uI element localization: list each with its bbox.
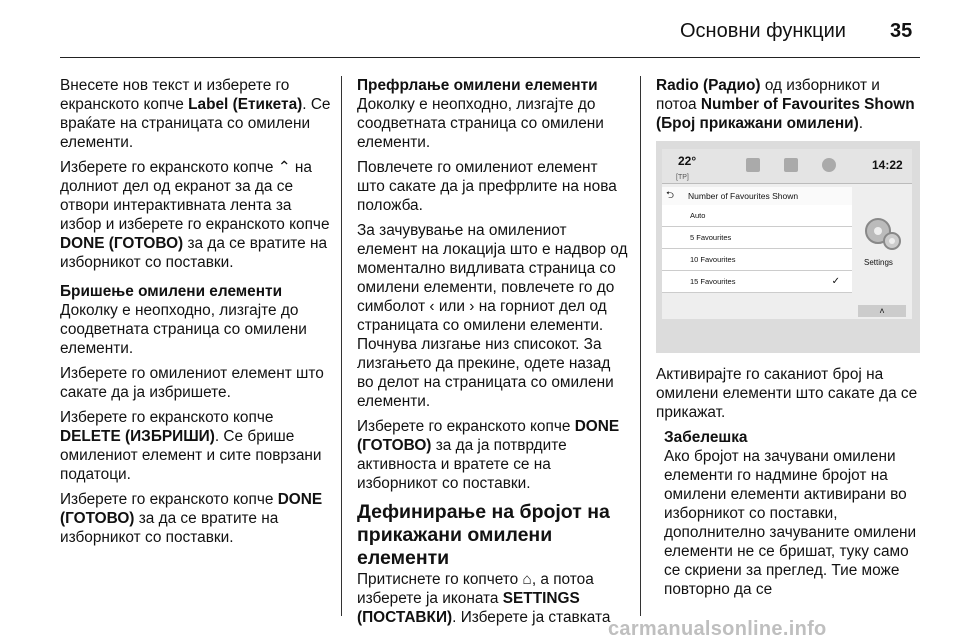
paragraph — [60, 490, 332, 547]
list-item[interactable] — [662, 249, 852, 271]
paragraph: Изберете го омилениот елемент што сакате да ја избришете. — [60, 365, 324, 401]
text: , а потоа изберете ја иконата — [357, 571, 594, 607]
text: . Изберете ја ставката — [452, 609, 611, 626]
list-item[interactable] — [662, 271, 852, 293]
status-bar — [662, 149, 912, 184]
infotainment-screenshot — [656, 141, 920, 353]
display-screen — [662, 149, 912, 319]
section-heading: Префрлање омилени елементи — [357, 77, 598, 94]
bold-text: Label (Етикета) — [188, 96, 303, 113]
phone-icon — [784, 158, 798, 172]
bold-text: Number of Favourites Shown (Број прикажани омилени) — [656, 96, 915, 132]
options-list — [662, 205, 852, 293]
globe-icon — [822, 158, 836, 172]
gear-icon[interactable] — [858, 211, 906, 259]
media-icon — [746, 158, 760, 172]
text: . Се брише омилениот елемент и сите поврзани податоци. — [60, 428, 322, 483]
paragraph: Доколку е неопходно, лизгајте до соодветната страница со омилени елементи. — [60, 302, 307, 357]
paragraph: Активирајте го саканиот број на омилени елементи што сакате да се прикажат. — [656, 366, 918, 421]
paragraph — [656, 76, 922, 133]
paragraph — [357, 570, 629, 627]
header-divider — [60, 57, 920, 58]
temperature: 22° — [678, 154, 697, 168]
text: за да ја потврдите активноста и вратете се на изборникот со поставки. — [357, 437, 567, 492]
paragraph — [357, 417, 629, 493]
clock: 14:22 — [872, 158, 903, 172]
back-arrow-icon[interactable]: ⮌ — [666, 190, 675, 201]
column-1 — [60, 76, 332, 553]
section-heading: Дефинирање на бројот на прикажани омилени елементи — [357, 501, 610, 569]
option-label: 10 Favourites — [690, 255, 736, 264]
paragraph — [60, 158, 332, 272]
text: . — [858, 115, 863, 132]
column-2 — [357, 76, 629, 633]
bold-text: DONE (ГОТОВО) — [60, 235, 184, 252]
text: . Се враќате на страницата со омилени елементи. — [60, 96, 331, 151]
column-divider — [640, 76, 641, 616]
text: Изберете го екранското копче — [60, 409, 274, 426]
text: на долниот дел од екранот за да се отвори интерактивната лента за избор и изберете го екранското копче — [60, 159, 330, 233]
list-item[interactable] — [662, 205, 852, 227]
option-label: Auto — [690, 211, 706, 220]
text: Притиснете го копчето — [357, 571, 523, 588]
scroll-down-button[interactable]: ˄ — [858, 305, 906, 317]
text: Изберете го екранското копче — [60, 159, 278, 176]
text: за да се вратите на изборникот со поставки. — [60, 235, 328, 271]
paragraph — [60, 408, 332, 484]
page-header-title: Основни функции — [680, 20, 846, 42]
option-label: 5 Favourites — [690, 233, 732, 242]
chevron-up-icon: ⌃ — [277, 159, 291, 176]
bold-text: DONE (ГОТОВО) — [60, 491, 323, 527]
text: Внесете нов текст и изберете го екранското копче — [60, 77, 290, 113]
column-divider — [341, 76, 342, 616]
tp-indicator: [TP] — [676, 174, 689, 181]
note-text: Ако бројот на зачувани омилени елементи го надмине бројот на омилени елементи активирани во изборникот со поставки, дополнително зачуваните омилени елементи не се бришат, туку само се скриени за преглед. Тие може повторно да се — [664, 448, 917, 598]
text: Изберете го екранското копче — [357, 418, 575, 435]
checkmark-icon: ✓ — [831, 276, 840, 287]
column-3 — [656, 76, 922, 599]
bold-text: Radio (Радио) — [656, 77, 761, 94]
home-icon: ⌂ — [522, 571, 532, 588]
list-title: Number of Favourites Shown — [688, 191, 799, 201]
bold-text: DELETE (ИЗБРИШИ) — [60, 428, 215, 445]
paragraph — [60, 76, 332, 152]
paragraph: Доколку е неопходно, лизгајте до соодветната страница со омилени елементи. — [357, 96, 604, 151]
list-item[interactable] — [662, 227, 852, 249]
page-number: 35 — [890, 20, 913, 42]
list-header — [662, 187, 852, 206]
bold-text: DONE (ГОТОВО) — [357, 418, 620, 454]
note-box — [664, 428, 922, 599]
option-label: 15 Favourites — [690, 277, 736, 286]
text: за да се вратите на изборникот со поставки. — [60, 510, 279, 546]
text: Изберете го екранското копче — [60, 491, 278, 508]
watermark: carmanualsonline.info — [608, 618, 827, 640]
bold-text: SETTINGS (ПОСТАВКИ) — [357, 590, 580, 626]
section-heading: Бришење омилени елементи — [60, 283, 283, 300]
paragraph: За зачувување на омилениот елемент на локација што е надвор од моментално видливата страница со омилени елементи, повлечете го до симболот ‹ или › на горниот дел од страницата со омилени елементи. Почнува лизгање низ списокот. За лизгањето да прекине, одете назад во делот на страницата со омилени елементи. — [357, 222, 628, 410]
paragraph: Повлечете го омилениот елемент што сакате да ја префрлите на нова положба. — [357, 159, 617, 214]
text: од изборникот и потоа — [656, 77, 880, 113]
note-title: Забелешка — [664, 429, 748, 446]
settings-label: Settings — [864, 258, 893, 267]
